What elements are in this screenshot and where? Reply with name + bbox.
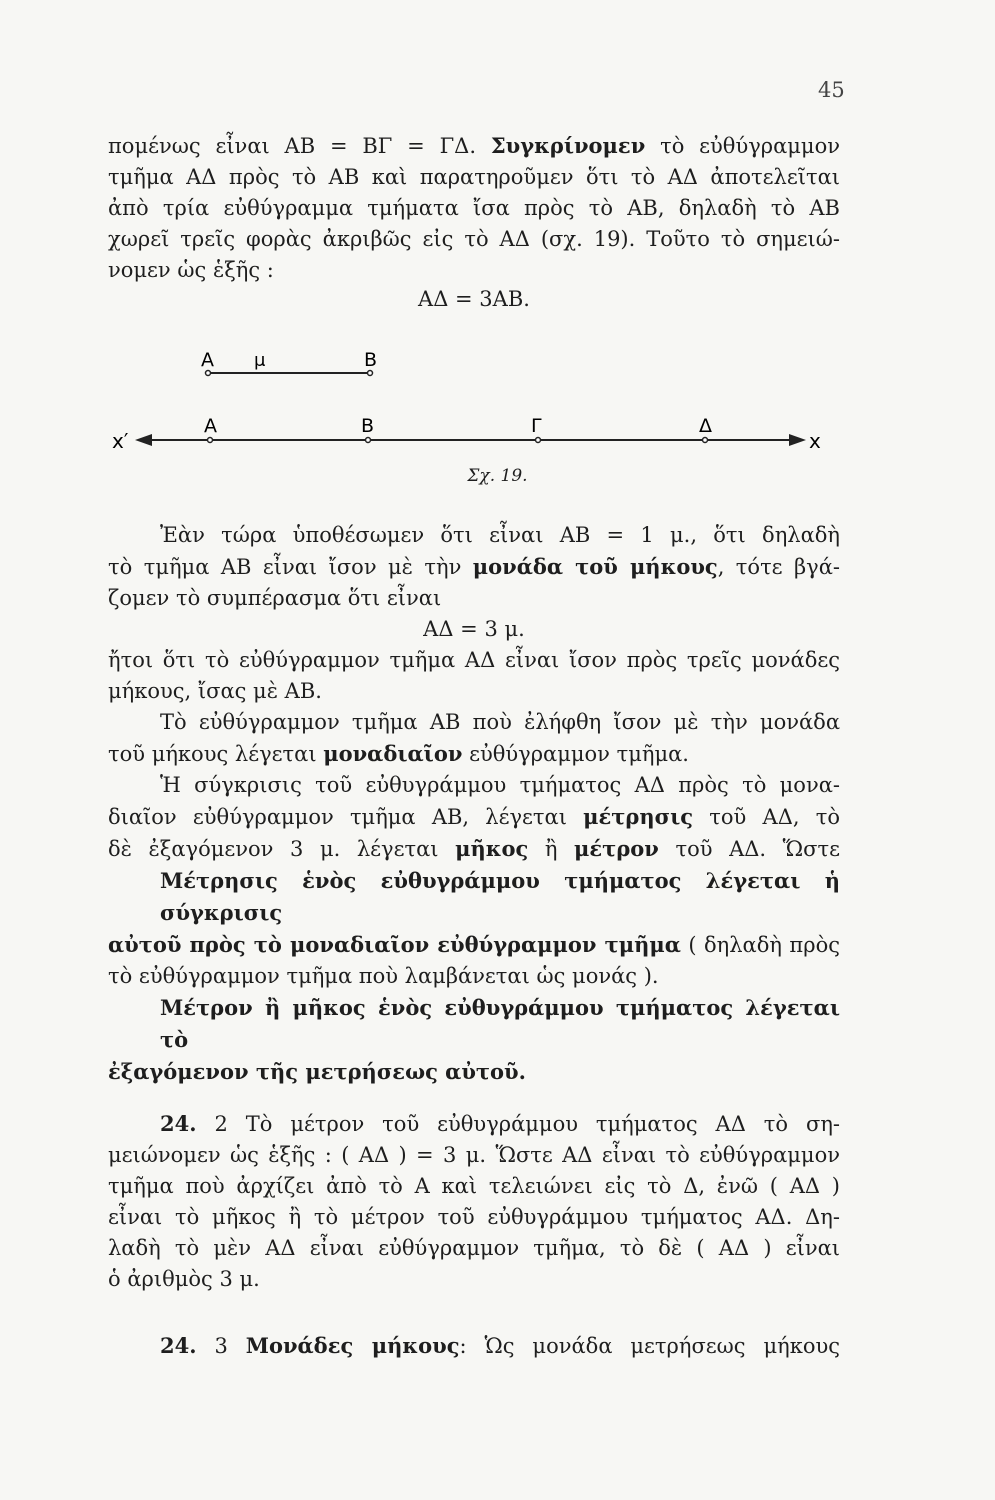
axis-label-left: x′ xyxy=(112,429,129,453)
text-line: τὸ τμῆμα ΑΒ εἶναι ἴσον μὲ τὴν μονάδα τοῦ μήκους, τότε βγά- xyxy=(108,554,840,579)
bold-term: μῆκος xyxy=(455,836,529,861)
bold-term: μοναδιαῖον xyxy=(323,741,463,766)
bold-term: Μέτρησις ἑνὸς εὐθυγράμμου τμήματος λέγεται ἡ σύγκρισις xyxy=(160,868,840,925)
text-line: ὁ ἀριθμὸς 3 μ. xyxy=(108,1267,260,1291)
axis-point-label-G: Γ xyxy=(531,415,542,437)
text-line: 24. 2 Τὸ μέτρον τοῦ εὐθυγράμμου τμήματος ΑΔ τὸ ση- xyxy=(160,1111,840,1136)
axis-label-right: x xyxy=(809,429,821,453)
section-24-2 xyxy=(108,1108,840,1295)
bold-term: 24. xyxy=(160,1333,197,1358)
axis-point-label-A: Α xyxy=(204,415,217,437)
definition-line: τὸ εὐθύγραμμον τμῆμα ποὺ λαμβάνεται ὡς μονάς ). xyxy=(108,964,659,988)
page-number: 45 xyxy=(818,78,845,102)
figure-19 xyxy=(0,342,995,462)
paragraph-unit xyxy=(108,520,840,1088)
text-line: νομεν ὡς ἑξῆς : xyxy=(108,258,274,282)
bold-term: Μέτρον ἢ μῆκος ἑνὸς εὐθυγράμμου τμήματος λέγεται τὸ xyxy=(160,995,840,1052)
text-line: λαδὴ τὸ μὲν ΑΔ εἶναι εὐθύγραμμον τμῆμα, τὸ δὲ ( ΑΔ ) εἶναι xyxy=(108,1236,840,1260)
text-line: τμῆμα ποὺ ἀρχίζει ἀπὸ τὸ Α καὶ τελειώνει εἰς τὸ Δ, ἐνῶ ( ΑΔ ) xyxy=(108,1174,840,1198)
unit-segment-end-point xyxy=(368,371,373,376)
bold-term: Μονάδες μήκους xyxy=(245,1333,460,1358)
text-line: τοῦ μήκους λέγεται μοναδιαῖον εὐθύγραμμον τμῆμα. xyxy=(108,741,689,766)
text-line: ἀπὸ τρία εὐθύγραμμα τμήματα ἴσα πρὸς τὸ ΑΒ, δηλαδὴ τὸ ΑΒ xyxy=(108,196,840,220)
figure-caption: Σχ. 19. xyxy=(467,466,528,486)
text-line: Ἡ σύγκρισις τοῦ εὐθυγράμμου τμήματος ΑΔ πρὸς τὸ μονα- xyxy=(160,773,840,797)
bold-term: 24. xyxy=(160,1111,197,1136)
paragraph-comparison xyxy=(108,130,840,315)
text-line: μήκους, ἴσας μὲ ΑΒ. xyxy=(108,679,322,703)
equation: ΑΔ = 3 μ. xyxy=(423,617,525,641)
text-line: πομένως εἶναι ΑΒ = ΒΓ = ΓΔ. Συγκρίνομεν τὸ εὐθύγραμμον xyxy=(108,133,840,158)
text-line: Τὸ εὐθύγραμμον τμῆμα ΑΒ ποὺ ἐλήφθη ἴσον μὲ τὴν μονάδα xyxy=(160,710,840,734)
text-line: Ἐὰν τώρα ὑποθέσωμεν ὅτι εἶναι ΑΒ = 1 μ., ὅτι δηλαδὴ xyxy=(160,523,840,547)
definition-line xyxy=(108,1056,840,1088)
axis-arrow-left xyxy=(135,434,152,446)
figure-label-B-top: Β xyxy=(364,349,378,371)
axis-point-label-B: Β xyxy=(361,415,375,437)
bold-term: μέτρησις xyxy=(583,804,694,829)
figure-label-A-top: Α xyxy=(201,349,214,371)
text-line: ἤτοι ὅτι τὸ εὐθύγραμμον τμῆμα ΑΔ εἶναι ἴσον πρὸς τρεῖς μονάδες xyxy=(108,648,840,672)
definition-line xyxy=(108,865,840,929)
text-line: χωρεῖ τρεῖς φορὰς ἀκριβῶς εἰς τὸ ΑΔ (σχ. 19). Τοῦτο τὸ σημειώ- xyxy=(108,227,840,251)
axis-point-A xyxy=(208,438,213,443)
bold-term: μέτρον xyxy=(574,836,659,861)
text-line: ζομεν τὸ συμπέρασμα ὅτι εἶναι xyxy=(108,586,442,610)
axis-arrow-right xyxy=(789,434,806,446)
definition-line xyxy=(108,992,840,1056)
text-line: εἶναι τὸ μῆκος ἢ τὸ μέτρον τοῦ εὐθυγράμμου τμήματος ΑΔ. Δη- xyxy=(108,1205,840,1229)
text-line: δὲ ἐξαγόμενον 3 μ. λέγεται μῆκος ἢ μέτρον τοῦ ΑΔ. Ὥστε xyxy=(108,836,840,861)
bold-term: αὐτοῦ πρὸς τὸ μοναδιαῖον εὐθύγραμμον τμῆμα xyxy=(108,932,681,957)
axis-point-B xyxy=(366,438,371,443)
axis-point-label-D: Δ xyxy=(699,415,712,437)
figure-label-mu: μ xyxy=(254,350,266,371)
text-line: 24. 3 Μονάδες μήκους: Ὡς μονάδα μετρήσεως μήκους xyxy=(160,1333,840,1358)
axis-point-G xyxy=(536,438,541,443)
text-line: τμῆμα ΑΔ πρὸς τὸ ΑΒ καὶ παρατηροῦμεν ὅτι τὸ ΑΔ ἀποτελεῖται xyxy=(108,165,840,189)
definition-line: αὐτοῦ πρὸς τὸ μοναδιαῖον εὐθύγραμμον τμῆμα ( δηλαδὴ πρὸς xyxy=(108,932,840,957)
text-line: μειώνομεν ὡς ἑξῆς : ( ΑΔ ) = 3 μ. Ὥστε ΑΔ εἶναι τὸ εὐθύγραμμον xyxy=(108,1143,840,1167)
bold-term: ἐξαγόμενον τῆς μετρήσεως αὐτοῦ. xyxy=(108,1059,526,1084)
unit-segment-start-point xyxy=(206,371,211,376)
bold-term: Συγκρίνομεν xyxy=(490,133,646,158)
bold-term: μονάδα τοῦ μήκους xyxy=(472,554,718,579)
section-24-3 xyxy=(108,1330,840,1362)
equation: ΑΔ = 3ΑΒ. xyxy=(418,287,530,311)
text-line: διαῖον εὐθύγραμμον τμῆμα ΑΒ, λέγεται μέτρησις τοῦ ΑΔ, τὸ xyxy=(108,804,840,829)
axis-point-D xyxy=(703,438,708,443)
